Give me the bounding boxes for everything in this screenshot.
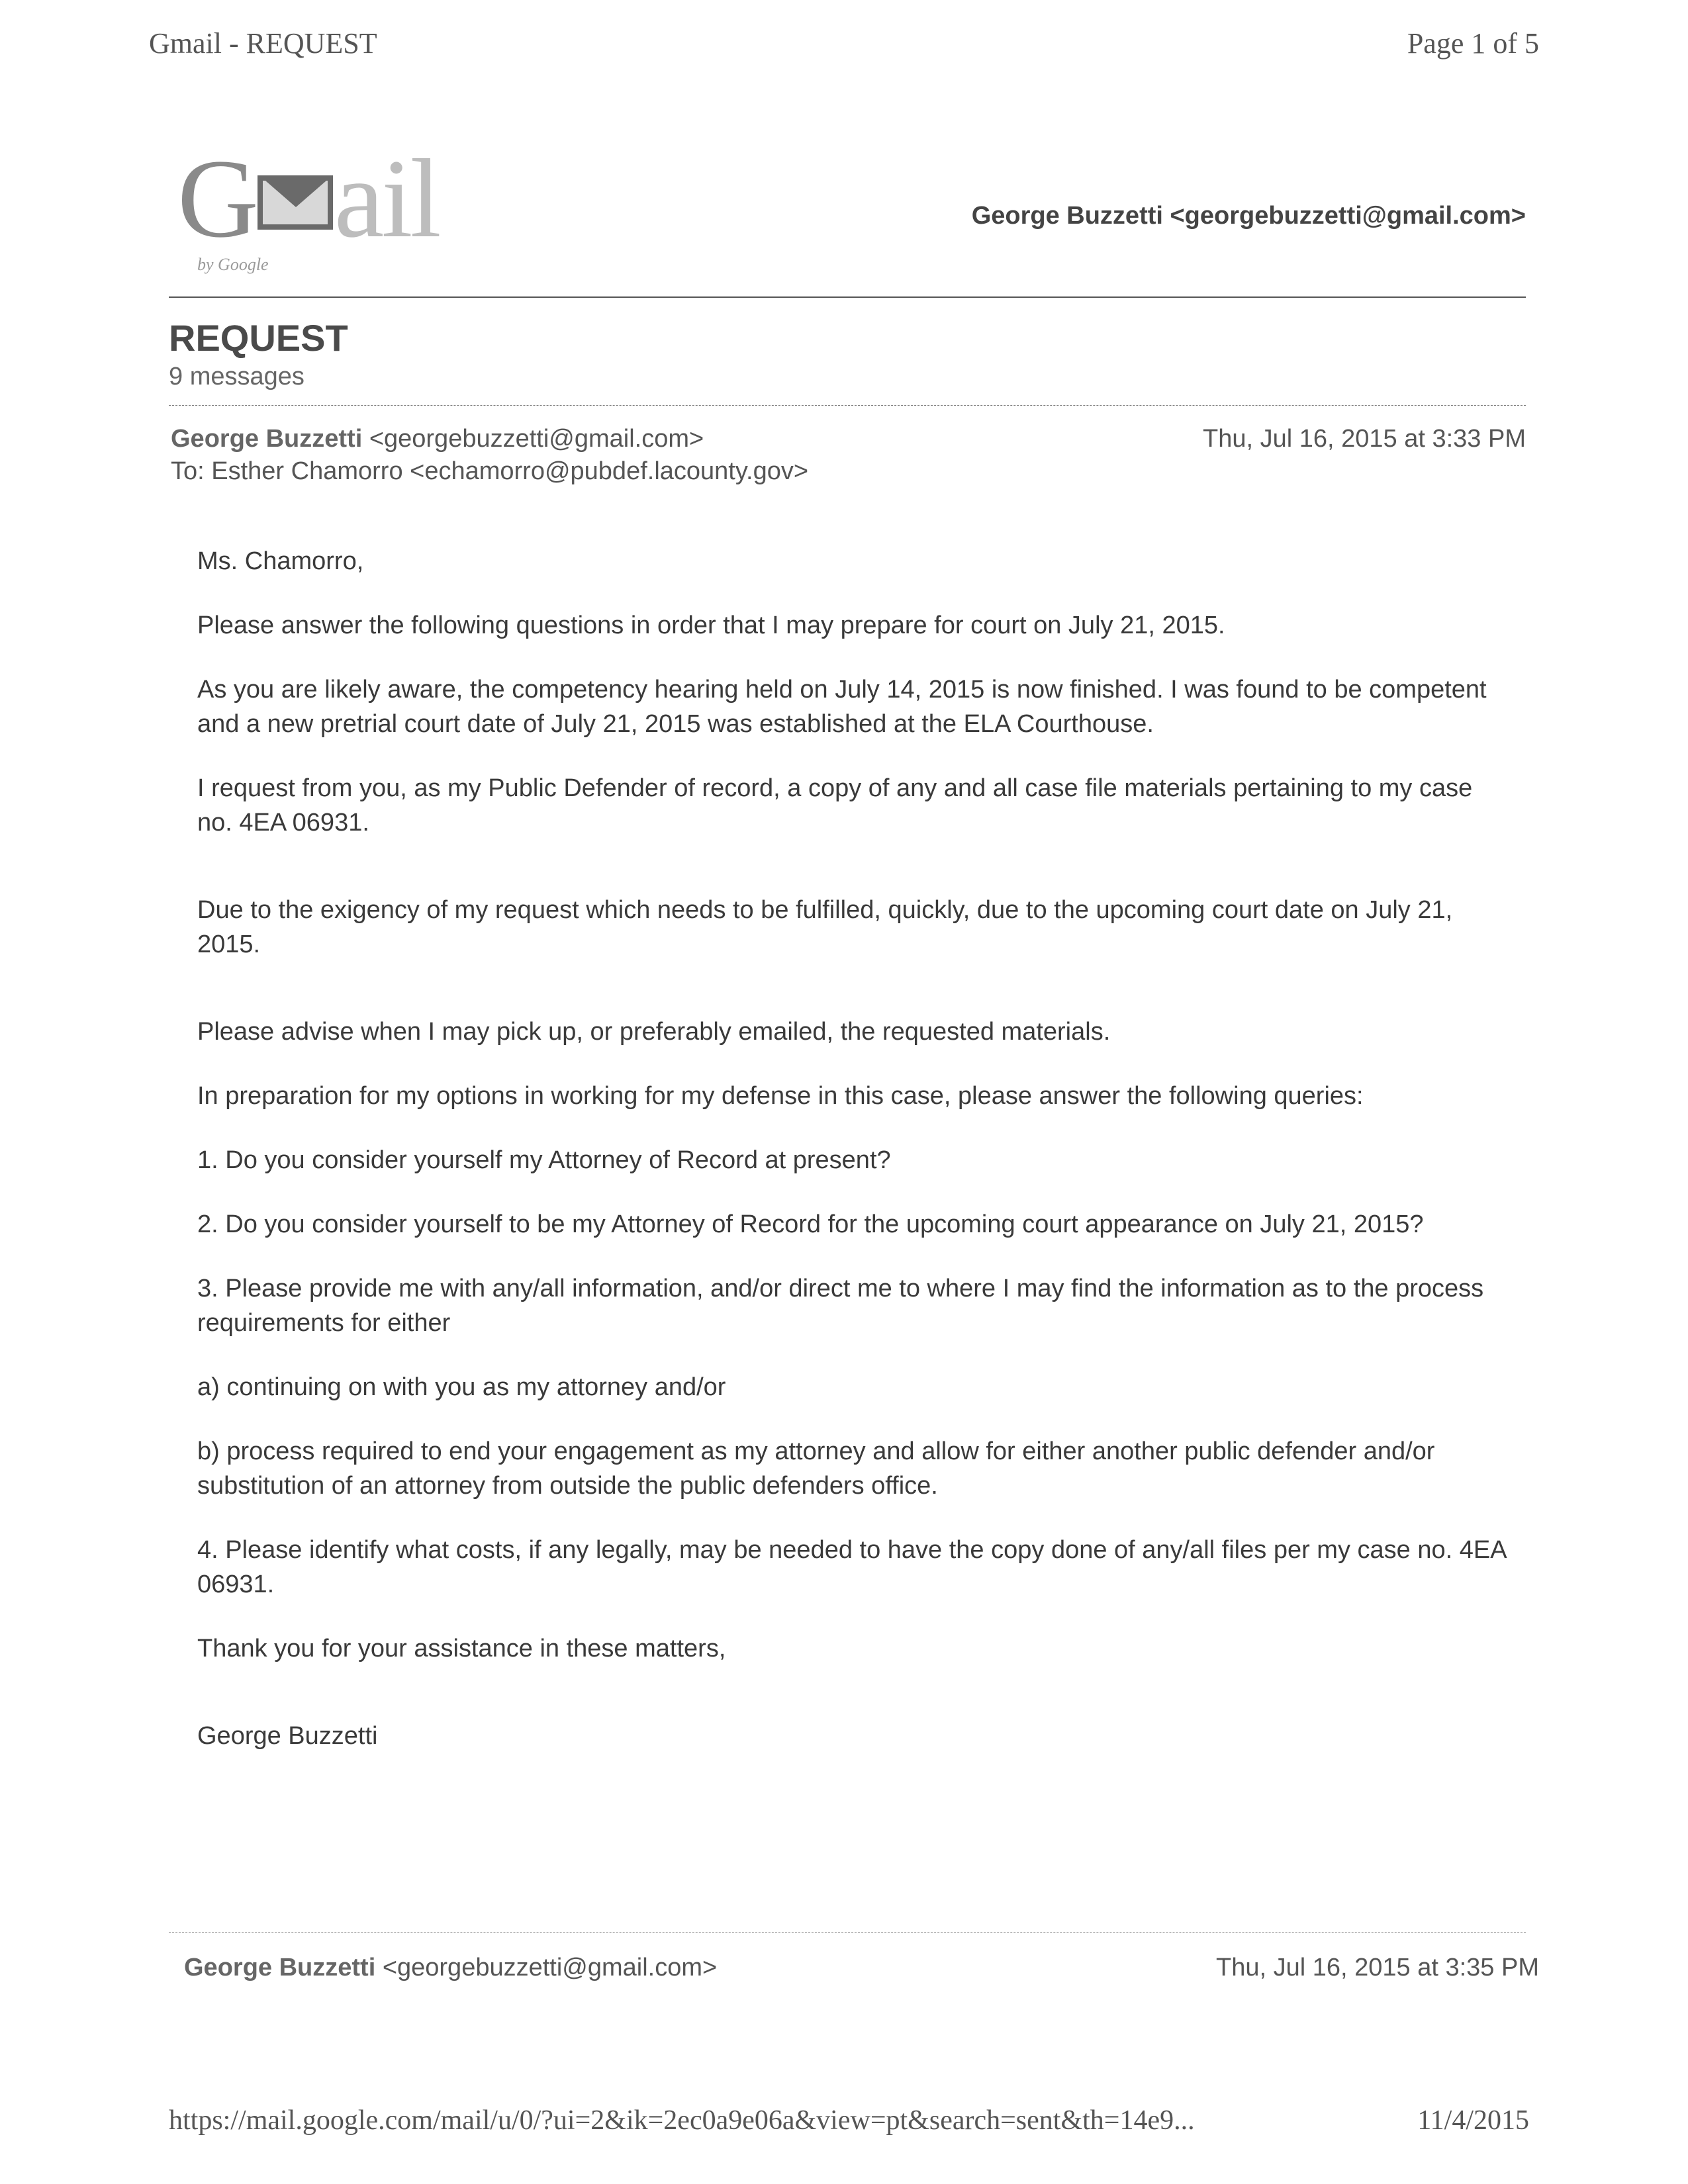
body-paragraph: In preparation for my options in working for my defense in this case, please answer the following queries: <box>197 1082 1364 1110</box>
query-item: 3. Please provide me with any/all information, and/or direct me to where I may find the information as to the process requirements for either <box>197 1275 1484 1337</box>
query-item: 4. Please identify what costs, if any legally, may be needed to have the copy done of any/all files per my case no. 4EA 06931. <box>197 1536 1506 1598</box>
body-paragraph: As you are likely aware, the competency hearing held on July 14, 2015 is now finished. I was found to be competent and a new pretrial court date of July 21, 2015 was established at the ELA Courthouse. <box>197 676 1487 738</box>
query-item: 2. Do you consider yourself to be my Attorney of Record for the upcoming court appearance on July 21, 2015? <box>197 1210 1424 1238</box>
message-date: Thu, Jul 16, 2015 at 3:33 PM <box>1203 425 1526 453</box>
envelope-icon <box>258 175 333 230</box>
message-count: 9 messages <box>169 363 305 390</box>
sender-email: <georgebuzzetti@gmail.com> <box>369 425 704 453</box>
sender-name: George Buzzetti <box>184 1954 376 1981</box>
print-footer <box>169 2105 1556 2136</box>
thread-divider <box>169 405 1526 406</box>
logo-letters-il: il <box>381 136 439 261</box>
body-paragraph: Due to the exigency of my request which needs to be fulfilled, quickly, due to the upcoming court date on July 21, 2015. <box>197 896 1453 958</box>
message-header <box>184 1954 1539 1982</box>
logo-byline: by Google <box>197 255 269 274</box>
message-header <box>171 425 1526 486</box>
message-date: Thu, Jul 16, 2015 at 3:35 PM <box>1216 1954 1539 1981</box>
logo-letter-a: a <box>334 136 382 261</box>
print-header <box>149 26 1539 60</box>
sender-name: George Buzzetti <box>171 425 363 453</box>
thread-subject: REQUEST <box>169 317 348 359</box>
signature: George Buzzetti <box>197 1722 378 1750</box>
print-title: Gmail - REQUEST <box>149 27 377 60</box>
closing: Thank you for your assistance in these matters, <box>197 1635 726 1662</box>
query-subitem: a) continuing on with you as my attorney and/or <box>197 1373 726 1401</box>
page-number: Page 1 of 5 <box>1407 27 1539 60</box>
query-item: 1. Do you consider yourself my Attorney of Record at present? <box>197 1146 891 1174</box>
page-url: https://mail.google.com/mail/u/0/?ui=2&ik=2ec0a9e06a&view=pt&search=sent&th=14e9... <box>169 2105 1195 2136</box>
query-subitem: b) process required to end your engagement as my attorney and allow for either another public defender and/or substitution of an attorney from outside the public defenders office. <box>197 1437 1435 1500</box>
salutation: Ms. Chamorro, <box>197 547 364 575</box>
body-paragraph: I request from you, as my Public Defender of record, a copy of any and all case file materials pertaining to my case no. 4EA 06931. <box>197 774 1473 837</box>
header-divider <box>169 296 1526 298</box>
body-paragraph: Please advise when I may pick up, or preferably emailed, the requested materials. <box>197 1018 1111 1046</box>
recipient-line: To: Esther Chamorro <echamorro@pubdef.lacounty.gov> <box>171 457 809 485</box>
account-email: George Buzzetti <georgebuzzetti@gmail.com> <box>971 202 1526 230</box>
gmail-logo <box>177 136 442 275</box>
logo-letter-g: G <box>177 136 256 261</box>
sender-email: <georgebuzzetti@gmail.com> <box>382 1954 718 1981</box>
print-date: 11/4/2015 <box>1417 2105 1529 2136</box>
message-body <box>197 544 1508 1783</box>
body-paragraph: Please answer the following questions in order that I may prepare for court on July 21, 2015. <box>197 612 1225 639</box>
